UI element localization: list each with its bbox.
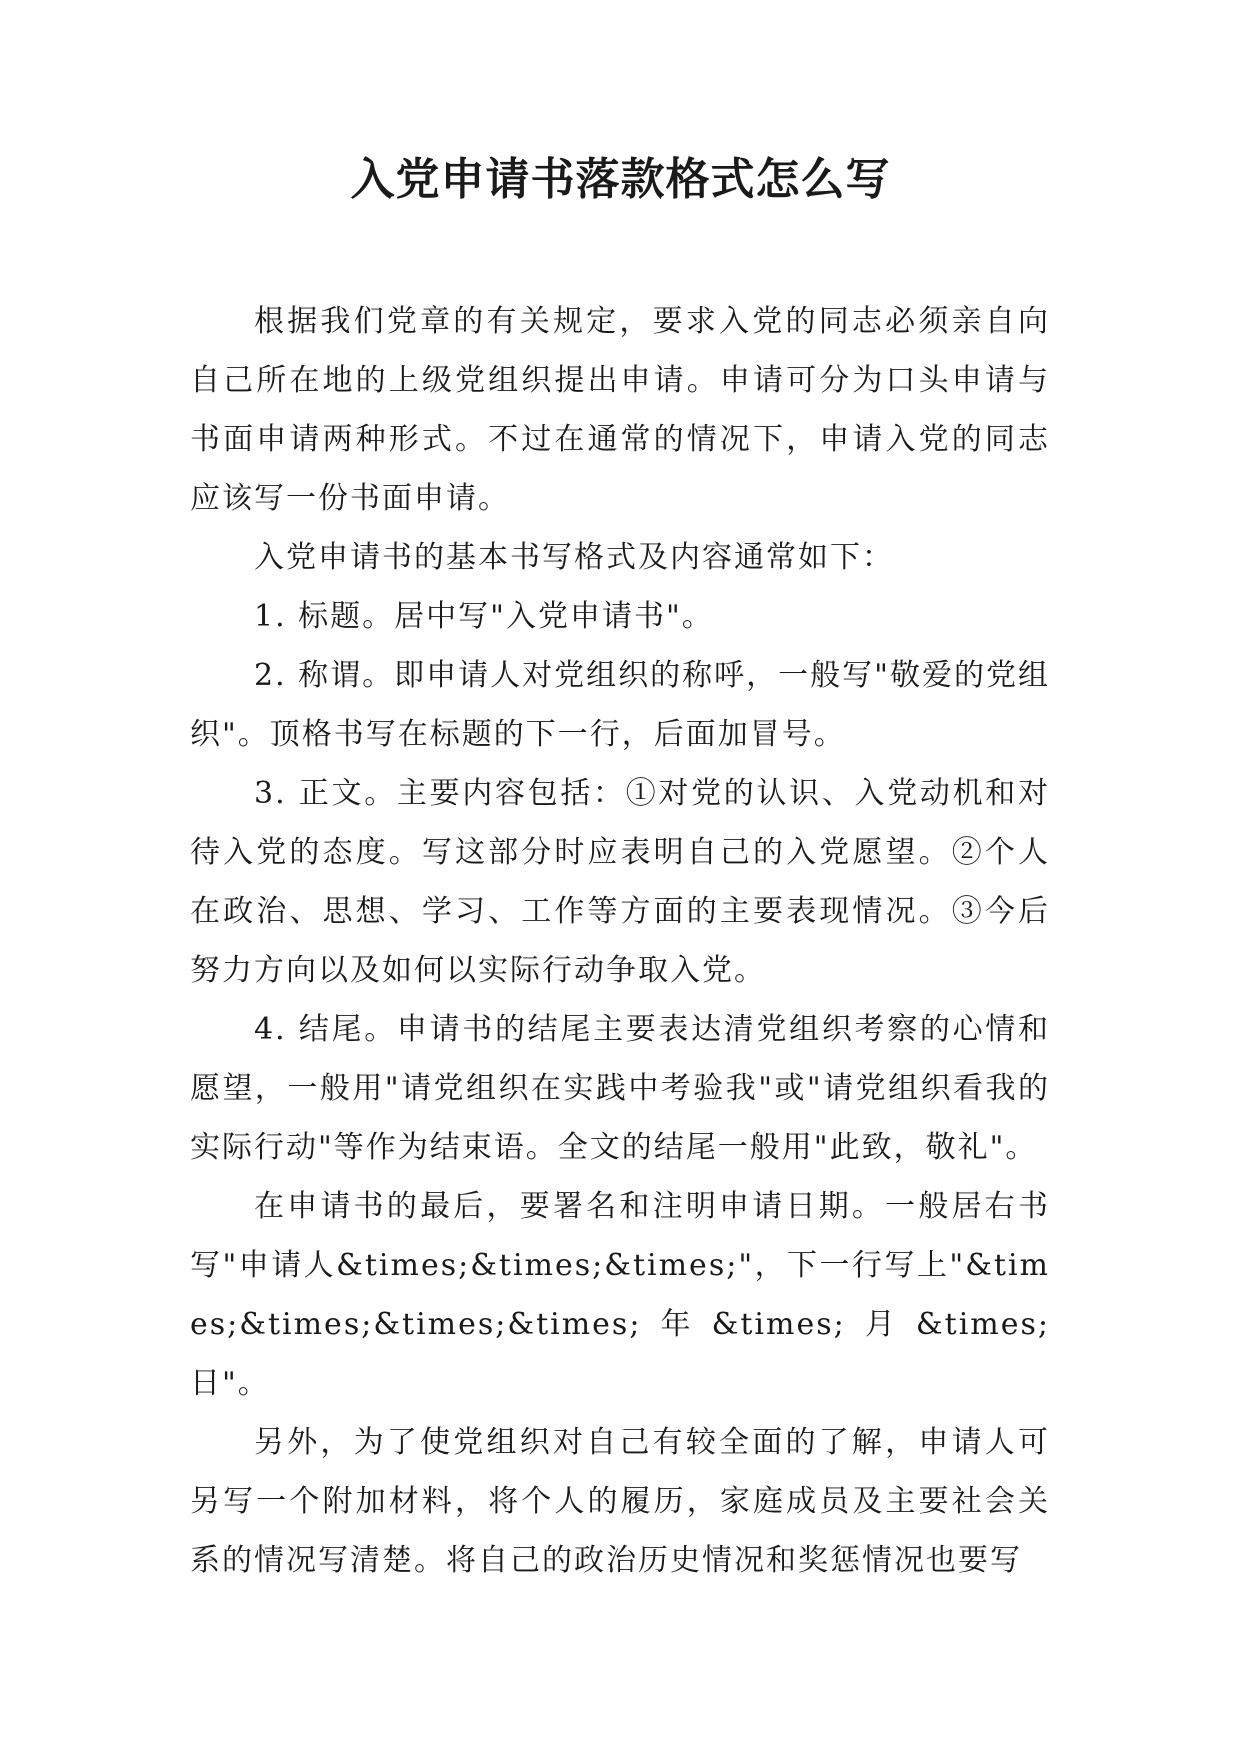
document-body xyxy=(190,292,1050,1590)
paragraph-signature: 在申请书的最后，要署名和注明申请日期。一般居右书写"申请人&times;&times;&times;"，下一行写上"&times;&times;&times;&times;年&times;月&times;日"。 xyxy=(190,1189,1050,1401)
document-title: 入党申请书落款格式怎么写 xyxy=(350,154,891,205)
paragraph-intro: 根据我们党章的有关规定，要求入党的同志必须亲自向自己所在地的上级党组织提出申请。申请可分为口头申请与书面申请两种形式。不过在通常的情况下，申请入党的同志应该写一份书面申请。 xyxy=(190,304,1050,516)
paragraph-format-heading: 入党申请书的基本书写格式及内容通常如下： xyxy=(254,540,894,575)
paragraph-item-title: 1. 标题。居中写"入党申请书"。 xyxy=(254,599,714,634)
paragraph-item-body: 3. 正文。主要内容包括：①对党的认识、入党动机和对待入党的态度。写这部分时应表明自己的入党愿望。②个人在政治、思想、学习、工作等方面的主要表现情况。③今后努力方向以及如何以实际行动争取入党。 xyxy=(190,776,1050,988)
paragraph-attachment: 另外，为了使党组织对自己有较全面的了解，申请人可另写一个附加材料，将个人的履历，家庭成员及主要社会关系的情况写清楚。将自己的政治历史情况和奖惩情况也要写 xyxy=(190,1425,1050,1578)
paragraph-item-salutation: 2. 称谓。即申请人对党组织的称呼，一般写"敬爱的党组织"。顶格书写在标题的下一行，后面加冒号。 xyxy=(190,658,1050,752)
paragraph-item-ending: 4. 结尾。申请书的结尾主要表达清党组织考察的心情和愿望，一般用"请党组织在实践中考验我"或"请党组织看我的实际行动"等作为结束语。全文的结尾一般用"此致，敬礼"。 xyxy=(190,1012,1050,1165)
